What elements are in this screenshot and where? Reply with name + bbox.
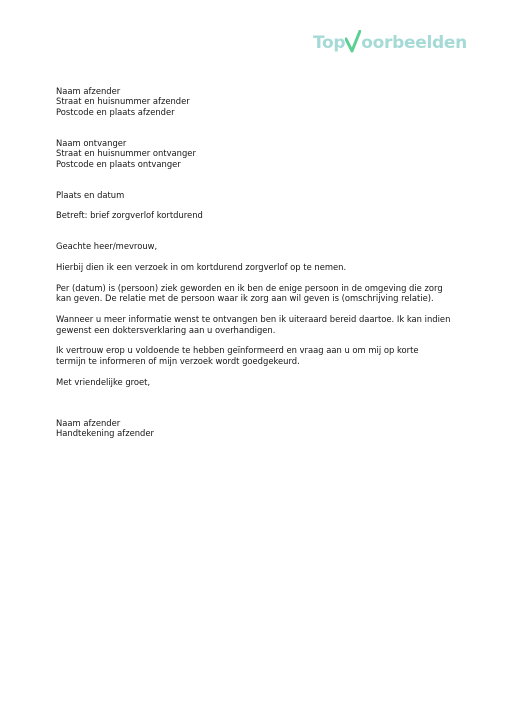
check-v-icon: [345, 30, 361, 54]
paragraph-situation: [56, 283, 466, 304]
letter-body: [56, 86, 466, 439]
sender-city: Postcode en plaats afzender: [56, 106, 175, 117]
paragraph-information: [56, 314, 466, 335]
sender-name: Naam afzender: [56, 86, 121, 96]
salutation: Geachte heer/mevrouw,: [56, 241, 158, 252]
signature-block: [56, 418, 466, 439]
place-date: Plaats en datum: [56, 189, 125, 200]
paragraph-line: termijn te informeren of mijn verzoek wordt goedgekeurd.: [56, 355, 300, 366]
signature-sign: Handtekening afzender: [56, 428, 154, 439]
brand-logo: [313, 26, 467, 52]
subject-line: Betreft: brief zorgverlof kortdurend: [56, 210, 203, 221]
paragraph-line: Hierbij dien ik een verzoek in om kortdurend zorgverlof op te nemen.: [56, 262, 347, 273]
sender-address: [56, 86, 466, 117]
recipient-name: Naam ontvanger: [56, 137, 127, 148]
recipient-street: Straat en huisnummer ontvanger: [56, 148, 196, 159]
paragraph-line: Wanneer u meer informatie wenst te ontvangen ben ik uiteraard bereid daartoe. Ik kan indien: [56, 314, 451, 325]
closing: Met vriendelijke groet,: [56, 376, 151, 387]
logo-text-voorbeelden: oorbeelden: [361, 33, 467, 53]
logo-text-top: Top: [313, 33, 346, 53]
paragraph-line: gewenst een doktersverklaring aan u overhandigen.: [56, 324, 276, 335]
paragraph-line: Per (datum) is (persoon) ziek geworden en ik ben de enige persoon in de omgeving die zorg: [56, 283, 443, 294]
paragraph-request: [56, 262, 466, 272]
paragraph-line: kan geven. De relatie met de persoon waar ik zorg aan wil geven is (omschrijving relatie).: [56, 293, 434, 304]
sender-street: Straat en huisnummer afzender: [56, 96, 190, 107]
recipient-address: [56, 138, 466, 169]
recipient-city: Postcode en plaats ontvanger: [56, 158, 181, 169]
signature-name: Naam afzender: [56, 418, 121, 429]
paragraph-line: Ik vertrouw erop u voldoende te hebben geïnformeerd en vraag aan u om mij op korte: [56, 345, 419, 356]
paragraph-trust: [56, 345, 466, 366]
